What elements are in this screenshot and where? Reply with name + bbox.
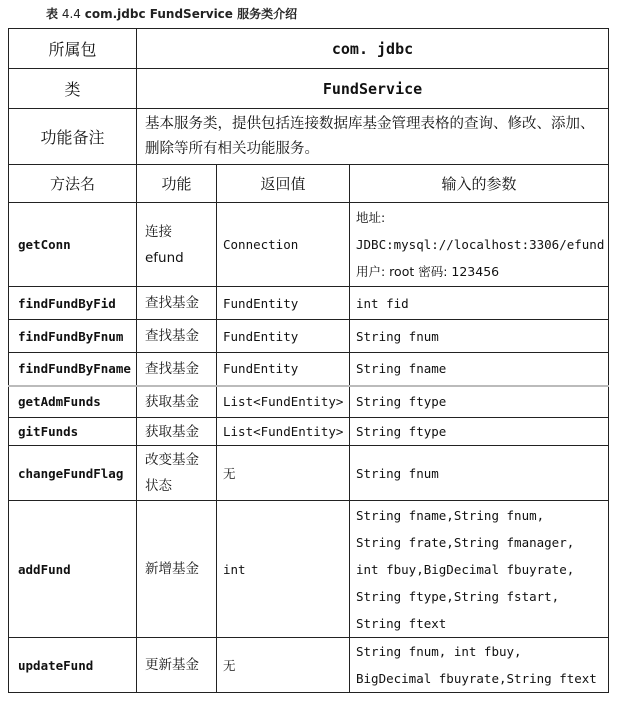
method-name: findFundByFid [9,287,137,320]
method-return: FundEntity [217,320,350,353]
method-function [137,418,217,446]
method-param-line: 用户: root 密码: 123456 [356,264,500,279]
method-params [350,418,609,446]
column-header-return: 返回值 [217,165,350,203]
method-function-line: 查找基金 [145,360,199,377]
method-return: List<FundEntity> [217,386,350,418]
method-function-line: 更新基金 [145,657,199,673]
method-param-line: String fnum [356,465,439,481]
caption-number: 4.4 [61,7,81,21]
method-function-line: 查找基金 [145,295,199,311]
method-params [350,203,609,287]
method-name: addFund [9,501,137,638]
method-function-line: 改变基金 [145,452,199,468]
method-name: getConn [9,203,137,287]
class-row [9,69,609,109]
method-param-line: String ftext [356,615,447,631]
method-function [137,638,217,693]
package-row [9,29,609,69]
method-function-line: 状态 [145,478,172,494]
method-param-line: String frate,String fmanager, [356,534,575,550]
method-row-updateFund [9,638,609,693]
method-function-line: efund [145,249,184,266]
method-param-line: String fnum [356,328,439,344]
method-params [350,320,609,353]
method-function-line: 连接 [145,223,172,240]
method-name: updateFund [9,638,137,693]
method-return: FundEntity [217,353,350,386]
method-row-gitFunds [9,418,609,446]
caption-title: com.jdbc FundService 服务类介绍 [84,7,298,21]
method-params [350,353,609,386]
package-value: com. jdbc [137,29,609,69]
method-return: 无 [217,446,350,501]
method-function-line: 查找基金 [145,328,199,344]
method-param-line: BigDecimal fbuyrate,String ftext [356,671,597,686]
class-label: 类 [9,69,137,109]
method-function [137,501,217,638]
method-return: 无 [217,638,350,693]
description-value: 基本服务类，提供包括连接数据库基金管理表格的查询、修改、添加、删除等所有相关功能服务。 [137,109,609,165]
package-label: 所属包 [9,29,137,69]
method-param-line: String ftype [356,424,447,439]
method-row-changeFundFlag [9,446,609,501]
method-function [137,446,217,501]
method-return: int [217,501,350,638]
method-row-findFundByFnum [9,320,609,353]
method-param-line: 地址: [356,210,386,225]
description-label: 功能备注 [9,109,137,165]
description-row [9,109,609,165]
column-header-function: 功能 [137,165,217,203]
method-name: changeFundFlag [9,446,137,501]
method-param-line: int fbuy,BigDecimal fbuyrate, [356,561,575,577]
method-function [137,287,217,320]
method-name: findFundByFname [9,353,137,386]
method-rows [9,203,609,693]
method-function-line: 新增基金 [145,561,199,577]
method-params [350,638,609,693]
method-return: Connection [217,203,350,287]
column-header-method: 方法名 [9,165,137,203]
table-caption [46,5,297,22]
method-name: getAdmFunds [9,386,137,418]
method-param-line: String fnum, int fbuy, [356,644,522,659]
column-header-row [9,165,609,203]
method-param-line: String ftype,String fstart, [356,588,560,604]
method-param-line: int fid [356,295,409,311]
method-params [350,446,609,501]
method-params [350,501,609,638]
fundservice-table [8,28,609,693]
method-params [350,386,609,418]
method-param-line: String fname,String fnum, [356,507,545,523]
method-function [137,386,217,418]
method-function [137,320,217,353]
method-function-line: 获取基金 [145,393,199,410]
method-function [137,203,217,287]
method-row-getAdmFunds [9,386,609,418]
caption-prefix: 表 [46,7,59,21]
method-row-findFundByFid [9,287,609,320]
method-function-line: 获取基金 [145,423,199,440]
method-row-addFund [9,501,609,638]
column-header-params: 输入的参数 [350,165,609,203]
method-param-line: String fname [356,361,447,377]
method-params [350,287,609,320]
method-param-line: String ftype [356,394,447,410]
method-param-line: JDBC:mysql://localhost:3306/efund [356,237,605,252]
method-return: List<FundEntity> [217,418,350,446]
method-function [137,353,217,386]
method-name: gitFunds [9,418,137,446]
method-row-findFundByFname [9,353,609,386]
method-return: FundEntity [217,287,350,320]
method-row-getConn [9,203,609,287]
method-name: findFundByFnum [9,320,137,353]
class-value: FundService [137,69,609,109]
